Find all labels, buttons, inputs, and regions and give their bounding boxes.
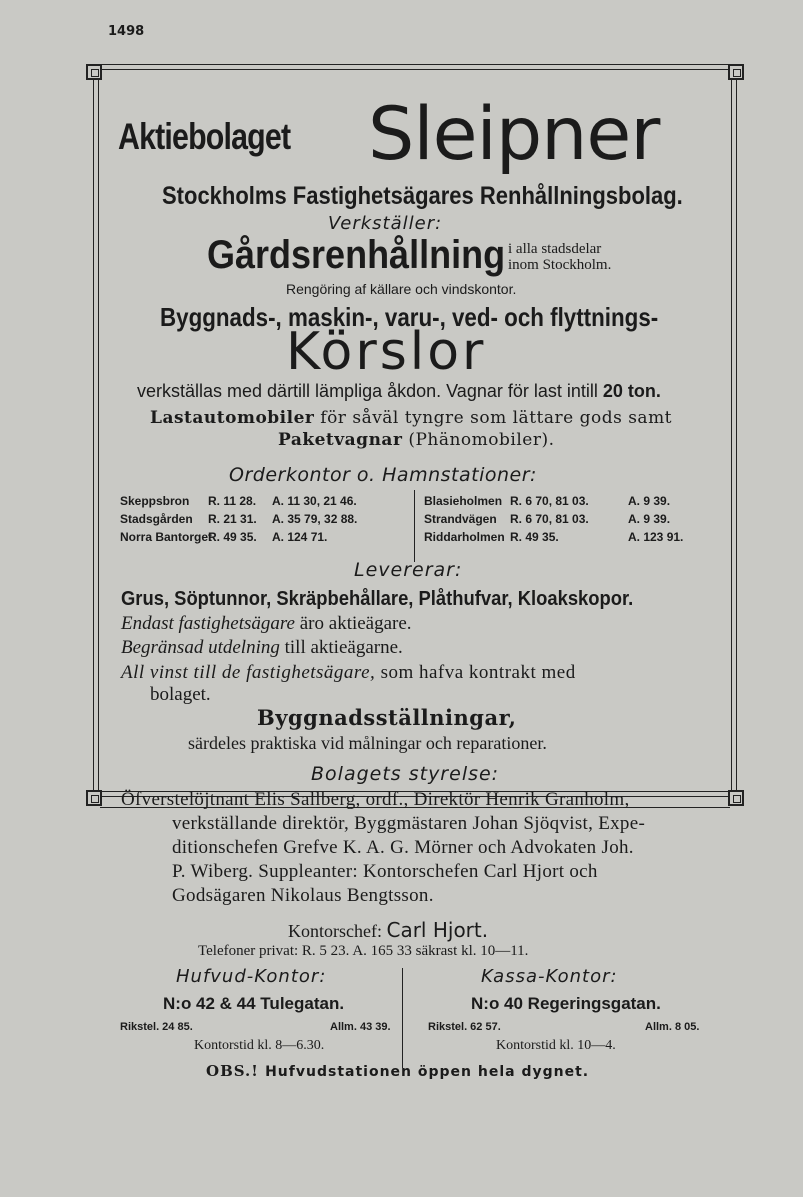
main-office-hours: Kontorstid kl. 8—6.30. (194, 1038, 325, 1053)
ownership-line-1-rest: äro aktieägare. (299, 613, 412, 634)
ownership-line-1-italic: Endast fastighetsägare (121, 613, 295, 634)
left-station-r (208, 492, 257, 546)
supplies-heading: Levererar: (354, 559, 463, 581)
main-office-allm: Allm. 43 39. (330, 1021, 391, 1033)
cash-office-address: N:o 40 Regeringsgatan. (471, 994, 661, 1013)
phone-line: Telefoner privat: R. 5 23. A. 165 33 säkrast kl. 10—11. (198, 943, 529, 959)
ownership-line-2-italic: Begränsad utdelning (121, 637, 280, 658)
yard-note-line-1: i alla stadsdelar (508, 241, 602, 257)
vehicles-line (137, 381, 661, 402)
station-phone-r: R. 49 35. (208, 530, 257, 544)
main-office-address: N:o 42 & 44 Tulegatan. (163, 994, 345, 1013)
order-offices-heading (229, 464, 537, 486)
left-station-names (120, 492, 212, 546)
cash-office-allm: Allm. 8 05. (645, 1021, 700, 1033)
trucks-rest: för såväl tyngre som lättare gods samt (320, 408, 673, 428)
cash-office-heading: Kassa-Kontor: (481, 966, 618, 987)
ownership-line-3 (121, 662, 576, 684)
korslor-title: Körslor (286, 322, 487, 382)
obs-line (206, 1062, 589, 1080)
vans-line (278, 430, 555, 450)
yard-cleaning-title: Gårdsrenhållning (207, 233, 506, 277)
office-chief-label: Kontorschef: (288, 921, 382, 941)
office-divider (402, 968, 403, 1068)
office-chief-name: Carl Hjort. (386, 918, 489, 942)
yard-note-line-2: inom Stockholm. (508, 257, 612, 273)
station-phone-a: A. 11 30, 21 46. (272, 494, 357, 508)
load-limit: 20 ton. (602, 381, 661, 401)
ownership-line-4: bolaget. (150, 684, 211, 705)
office-chief-line (288, 918, 488, 942)
scaffolding-heading: Byggnadsställningar, (257, 705, 517, 730)
subtitle: Stockholms Fastighetsägares Renhållningsbolag. (162, 182, 683, 210)
station-phone-r: R. 49 35. (510, 530, 559, 544)
obs-text: Hufvudstationen öppen hela dygnet. (265, 1064, 590, 1080)
right-station-a (628, 492, 683, 546)
board-line-2: verkställande direktör, Byggmästaren Johan Sjöqvist, Expe- (172, 813, 646, 834)
board-line-4: P. Wiberg. Suppleanter: Kontorschefen Carl Hjort och (172, 861, 598, 882)
ownership-line-3-italic: All vinst till de fastighetsägare, (121, 662, 376, 683)
table-divider (414, 490, 415, 562)
ownership-line-3-rest: som hafva kontrakt med (380, 662, 576, 683)
performs-label: Verkställer: (328, 213, 443, 234)
station-phone-r: R. 6 70, 81 03. (510, 494, 589, 508)
vehicles-text: verkställas med därtill lämpliga åkdon. Vagnar för last intill (137, 381, 598, 401)
ownership-line-1 (121, 613, 412, 635)
vans-bold: Paketvagnar (278, 430, 403, 450)
trucks-line (150, 408, 672, 428)
station-name: Blasieholmen (424, 494, 503, 508)
obs-label: OBS.! (206, 1062, 259, 1080)
vans-rest: (Phänomobiler). (408, 430, 555, 450)
station-name: Riddarholmen (424, 530, 505, 544)
main-office-heading: Hufvud-Kontor: (176, 966, 327, 987)
scaffolding-text: särdeles praktiska vid målningar och reparationer. (188, 733, 547, 753)
board-line-5: Godsägaren Nikolaus Bengtsson. (172, 885, 434, 906)
company-name: Sleipner (368, 92, 660, 177)
supplies-items: Grus, Söptunnor, Skräpbehållare, Plåthufvar, Kloakskopor. (121, 588, 634, 610)
station-phone-a: A. 124 71. (272, 530, 328, 544)
page-number: 1498 (108, 24, 145, 39)
left-station-a (272, 492, 357, 546)
station-name: Norra Bantorget (120, 530, 213, 544)
station-phone-r: R. 21 31. (208, 512, 257, 526)
station-name: Skeppsbron (120, 494, 190, 508)
board-line-1: Öfverstelöjtnant Elis Sallberg, ordf., Direktör Henrik Granholm, (121, 789, 630, 810)
station-phone-a: A. 123 91. (628, 530, 684, 544)
right-station-names (424, 492, 505, 546)
right-station-r (510, 492, 589, 546)
transport-line: Byggnads-, maskin-, varu-, ved- och flyttnings- (160, 302, 659, 332)
cleaning-note: Rengöring af källare och vindskontor. (286, 281, 517, 297)
order-offices-heading-2: Hamnstationer: (382, 464, 537, 486)
main-office-rikstel: Rikstel. 24 85. (120, 1021, 193, 1033)
cash-office-hours: Kontorstid kl. 10—4. (496, 1038, 616, 1053)
station-phone-r: R. 11 28. (208, 494, 257, 508)
station-phone-r: R. 6 70, 81 03. (510, 512, 589, 526)
company-prefix: Aktiebolaget (118, 116, 291, 157)
board-heading: Bolagets styrelse: (311, 763, 500, 785)
ownership-line-2-rest: till aktieägarne. (284, 637, 403, 658)
station-name: Strandvägen (424, 512, 497, 526)
board-line-3: ditionschefen Grefve K. A. G. Mörner och Advokaten Joh. (172, 837, 634, 858)
yard-note (508, 241, 611, 273)
station-phone-a: A. 35 79, 32 88. (272, 512, 358, 526)
station-name: Stadsgården (120, 512, 193, 526)
ownership-line-2 (121, 637, 403, 659)
trucks-bold: Lastautomobiler (150, 408, 315, 428)
order-offices-heading-1: Orderkontor o. (229, 464, 376, 486)
cash-office-rikstel: Rikstel. 62 57. (428, 1021, 501, 1033)
station-phone-a: A. 9 39. (628, 512, 671, 526)
station-phone-a: A. 9 39. (628, 494, 671, 508)
